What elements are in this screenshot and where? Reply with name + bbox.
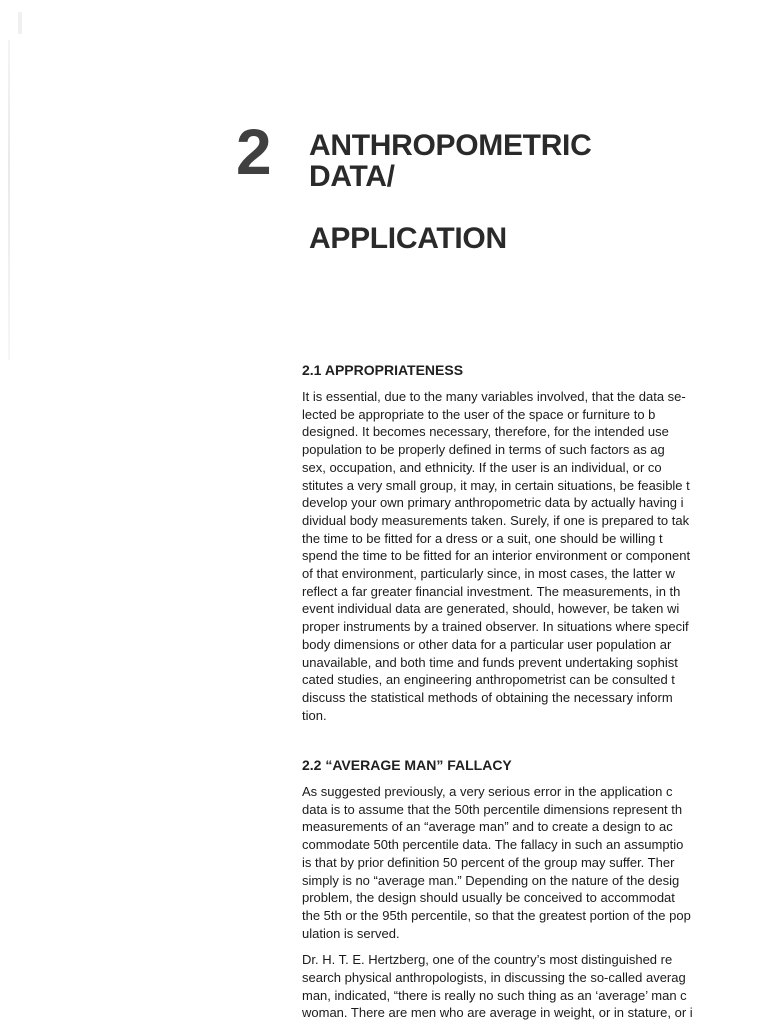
body-text-line: body dimensions or other data for a particular user population ar xyxy=(302,636,672,652)
body-text-line: develop your own primary anthropometric data by actually having i xyxy=(302,495,684,511)
chapter-title-line: APPLICATION xyxy=(309,222,507,255)
body-text-line: man, indicated, “there is really no such thing as an ‘average’ man c xyxy=(302,987,687,1003)
body-text-line: Dr. H. T. E. Hertzberg, one of the country’s most distinguished re xyxy=(302,952,673,968)
chapter-title-line: ANTHROPOMETRIC xyxy=(309,129,592,162)
body-text-line: It is essential, due to the many variables involved, that the data se- xyxy=(302,389,686,404)
body-text-line: unavailable, and both time and funds prevent undertaking sophist xyxy=(302,654,678,670)
section-body xyxy=(302,783,768,1022)
section-body xyxy=(302,388,768,724)
chapter-title-spacer xyxy=(309,192,729,223)
section-heading: 2.1 APPROPRIATENESS xyxy=(302,362,464,378)
body-text-line: data is to assume that the 50th percentile dimensions represent th xyxy=(302,801,683,817)
body-text-line: sex, occupation, and ethnicity. If the user is an individual, or co xyxy=(302,459,662,475)
body-text-line: tion. xyxy=(302,707,327,723)
body-text-line: is that by prior definition 50 percent of the group may suffer. Ther xyxy=(302,854,675,870)
body-text-line: population to be properly defined in terms of such factors as ag xyxy=(302,442,665,458)
body-text-line: proper instruments by a trained observer. In situations where specif xyxy=(302,619,689,635)
body-text-line: cated studies, an engineering anthropometrist can be consulted t xyxy=(302,672,675,688)
body-text-line: problem, the design should usually be conceived to accommodat xyxy=(302,890,675,906)
body-text-line: stitutes a very small group, it may, in certain situations, be feasible t xyxy=(302,477,690,493)
body-text-line: the time to be fitted for a dress or a suit, one should be willing t xyxy=(302,530,663,546)
body-text-line: spend the time to be fitted for an interior environment or component xyxy=(302,548,691,564)
body-text-line: woman. There are men who are average in weight, or in stature, or i xyxy=(302,1005,693,1021)
body-text-line: commodate 50th percentile data. The fallacy in such an assumptio xyxy=(302,837,684,853)
section-average-man-fallacy xyxy=(302,756,768,1022)
body-text-line: designed. It becomes necessary, therefore, for the intended use xyxy=(302,424,669,440)
chapter-title xyxy=(309,130,729,254)
body-text-line: lected be appropriate to the user of the space or furniture to b xyxy=(302,406,656,422)
section-appropriateness xyxy=(302,361,768,724)
chapter-title-line: DATA/ xyxy=(309,160,395,193)
body-text-line: search physical anthropologists, in discussing the so-called averag xyxy=(302,970,686,986)
scan-edge-mark xyxy=(8,40,10,360)
paragraph-gap xyxy=(302,942,768,951)
body-text-line: ulation is served. xyxy=(302,925,400,941)
body-text-line: discuss the statistical methods of obtaining the necessary inform xyxy=(302,689,673,705)
body-text-line: As suggested previously, a very serious error in the application c xyxy=(302,784,673,799)
body-text-line: of that environment, particularly since, in most cases, the latter w xyxy=(302,566,675,582)
body-text-line: simply is no “average man.” Depending on the nature of the desig xyxy=(302,872,680,888)
body-text-line: event individual data are generated, should, however, be taken wi xyxy=(302,601,680,617)
scan-corner-mark xyxy=(18,12,22,34)
section-heading: 2.2 “AVERAGE MAN” FALLACY xyxy=(302,757,512,773)
body-text-line: dividual body measurements taken. Surely, if one is prepared to tak xyxy=(302,512,690,528)
body-text-line: the 5th or the 95th percentile, so that the greatest portion of the pop xyxy=(302,907,691,923)
body-text-line: reflect a far greater financial investment. The measurements, in th xyxy=(302,583,681,599)
body-text-line: measurements of an “average man” and to create a design to ac xyxy=(302,819,673,835)
chapter-number: 2 xyxy=(236,116,270,188)
